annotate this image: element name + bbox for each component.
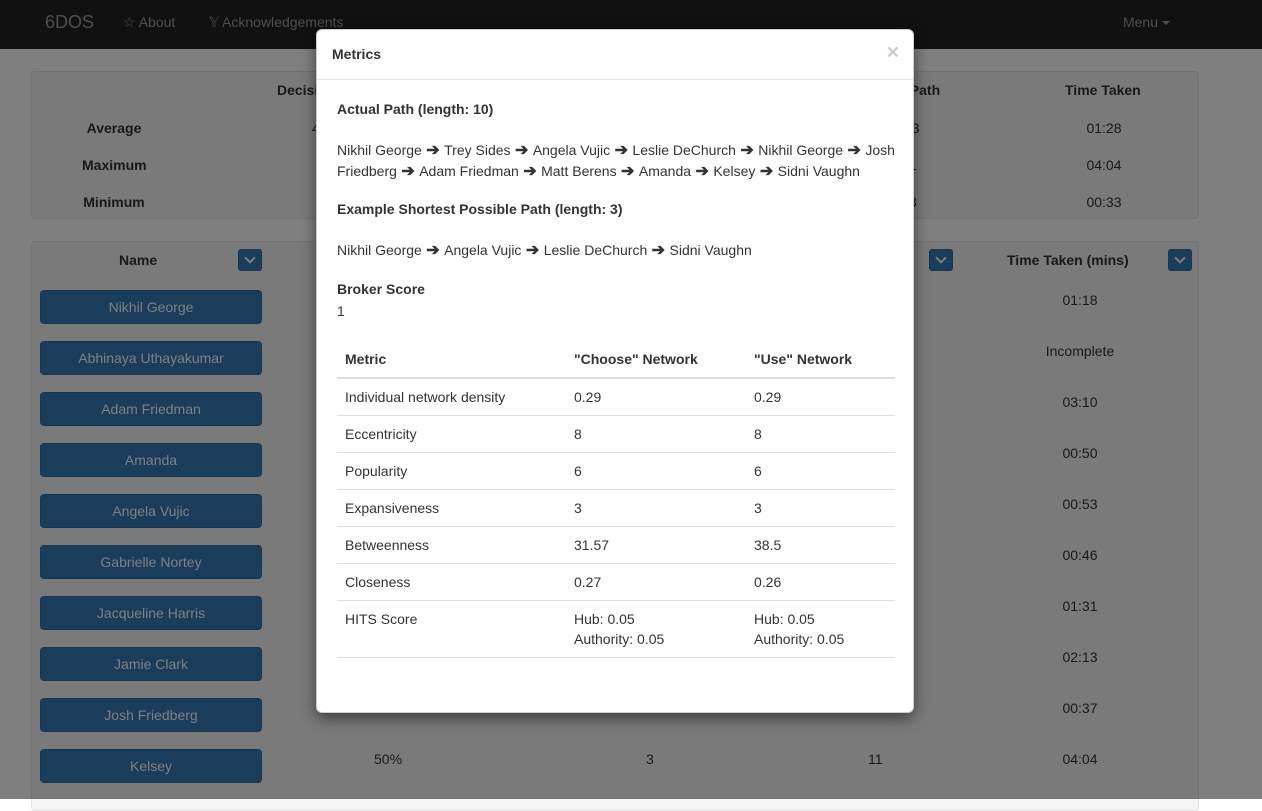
shortest-path-heading: Example Shortest Possible Path (length: 3) xyxy=(337,201,623,217)
path-node: Leslie DeChurch xyxy=(543,242,648,258)
metric-name: Betweenness xyxy=(337,527,566,564)
modal-title: Metrics xyxy=(332,46,382,62)
use-value: 8 xyxy=(746,416,895,453)
arrow-right-icon: ➔ xyxy=(521,242,544,259)
path-node: Nikhil George xyxy=(337,242,422,258)
path-node: Angela Vujic xyxy=(444,242,522,258)
path-node: Sidni Vaughn xyxy=(669,242,752,258)
choose-value: 0.29 xyxy=(566,378,746,416)
path-node: Angela Vujic xyxy=(532,142,611,158)
path-node: Matt Berens xyxy=(541,163,617,179)
path-node: Sidni Vaughn xyxy=(777,163,860,179)
metrics-header-row xyxy=(337,340,895,378)
header-metric: Metric xyxy=(337,340,566,378)
path-node: Josh Friedberg xyxy=(337,142,895,179)
actual-path-heading: Actual Path (length: 10) xyxy=(337,101,494,117)
arrow-right-icon: ➔ xyxy=(421,242,445,259)
table-row xyxy=(337,527,895,564)
use-value: 0.29 xyxy=(746,378,895,416)
use-value xyxy=(746,601,895,658)
choose-value: 0.27 xyxy=(566,564,746,601)
broker-score-value: 1 xyxy=(337,303,345,319)
arrow-right-icon: ➔ xyxy=(735,142,759,159)
metric-name: Closeness xyxy=(337,564,566,601)
metrics-modal xyxy=(316,29,914,713)
arrow-right-icon: ➔ xyxy=(396,163,420,180)
arrow-right-icon: ➔ xyxy=(421,142,445,159)
choose-value: 31.57 xyxy=(566,527,746,564)
actual-path xyxy=(337,140,902,182)
table-row xyxy=(337,453,895,490)
shortest-path xyxy=(337,240,902,261)
arrow-right-icon: ➔ xyxy=(518,163,542,180)
arrow-right-icon: ➔ xyxy=(843,142,866,159)
path-node: Nikhil George xyxy=(337,142,422,158)
metric-name: Popularity xyxy=(337,453,566,490)
use-value: 3 xyxy=(746,490,895,527)
use-value: 0.26 xyxy=(746,564,895,601)
choose-value: 6 xyxy=(566,453,746,490)
path-node: Nikhil George xyxy=(758,142,844,158)
arrow-right-icon: ➔ xyxy=(647,242,670,259)
table-row xyxy=(337,601,895,658)
modal-header xyxy=(317,30,913,80)
arrow-right-icon: ➔ xyxy=(691,163,714,180)
table-row xyxy=(337,416,895,453)
close-icon[interactable]: × xyxy=(886,41,899,64)
table-row xyxy=(337,564,895,601)
path-node: Leslie DeChurch xyxy=(632,142,736,158)
use-value: 38.5 xyxy=(746,527,895,564)
authority-value: Authority: 0.05 xyxy=(574,631,665,647)
metric-name: HITS Score xyxy=(337,601,566,658)
path-node: Amanda xyxy=(638,163,692,179)
metric-name: Eccentricity xyxy=(337,416,566,453)
arrow-right-icon: ➔ xyxy=(755,163,778,180)
choose-value: 8 xyxy=(566,416,746,453)
broker-score-heading: Broker Score xyxy=(337,281,425,297)
authority-value: Authority: 0.05 xyxy=(754,631,845,647)
path-node: Adam Friedman xyxy=(419,163,519,179)
table-row xyxy=(337,490,895,527)
choose-value: 3 xyxy=(566,490,746,527)
hub-value: Hub: 0.05 xyxy=(574,611,635,627)
header-choose-network: "Choose" Network xyxy=(566,340,746,378)
arrow-right-icon: ➔ xyxy=(616,163,639,180)
path-node: Trey Sides xyxy=(444,142,511,158)
metric-name: Expansiveness xyxy=(337,490,566,527)
header-use-network: "Use" Network xyxy=(746,340,895,378)
arrow-right-icon: ➔ xyxy=(510,142,533,159)
use-value: 6 xyxy=(746,453,895,490)
table-row xyxy=(337,378,895,416)
hub-value: Hub: 0.05 xyxy=(754,611,815,627)
path-node: Kelsey xyxy=(713,163,756,179)
choose-value xyxy=(566,601,746,658)
metrics-table xyxy=(337,340,895,658)
arrow-right-icon: ➔ xyxy=(610,142,633,159)
metric-name: Individual network density xyxy=(337,378,566,416)
